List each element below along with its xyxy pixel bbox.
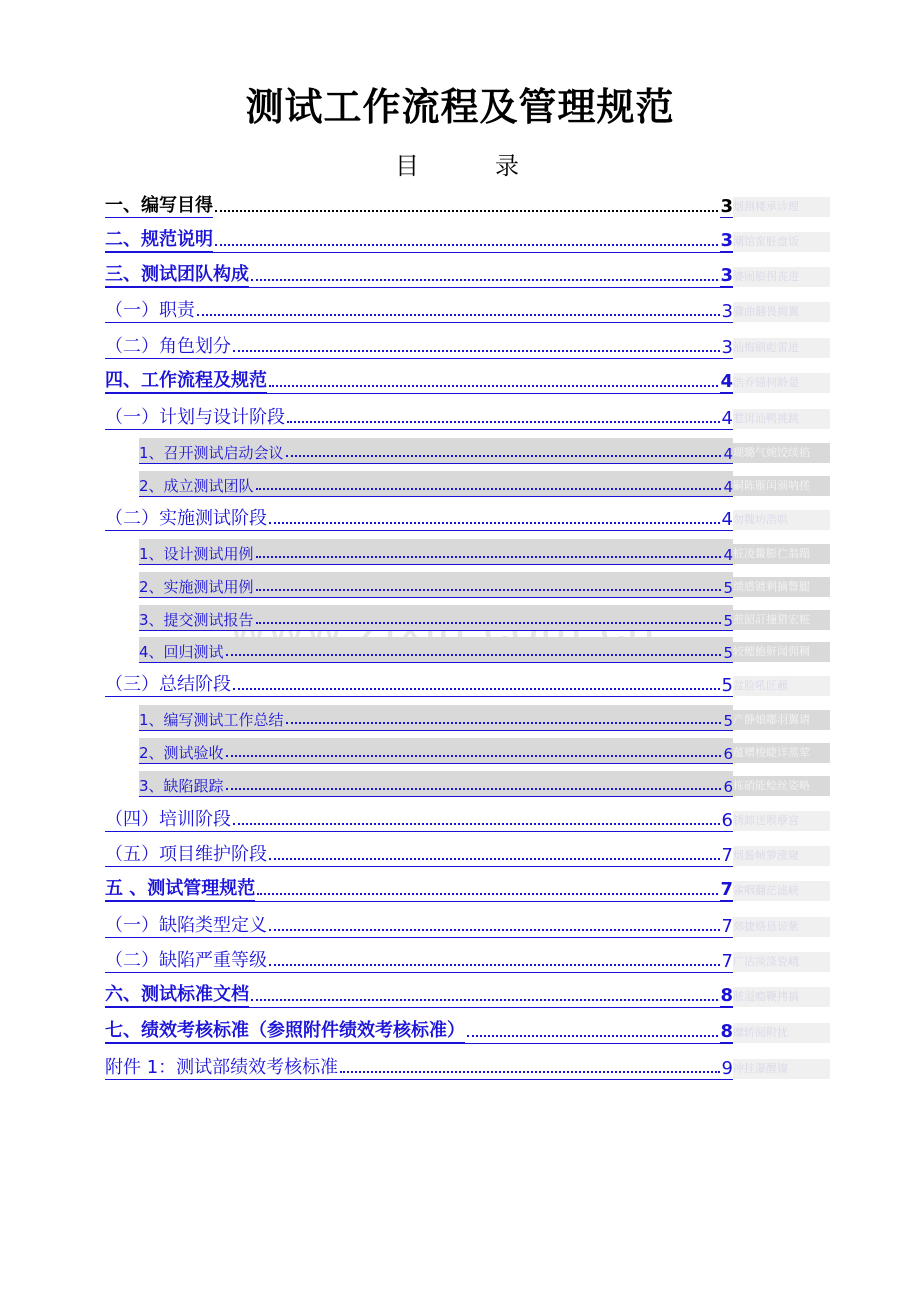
toc-entry[interactable] [139,605,733,631]
margin-text-strip: 煎韶訂撞猎宏粧 [733,610,830,630]
toc-entry[interactable] [105,841,733,867]
toc-entry[interactable] [105,404,733,430]
toc-entry-page-number: 4 [723,546,733,564]
toc-entry-label: 四、工作流程及规范 [105,368,267,393]
toc-entry-page-number: 9 [721,1058,733,1079]
toc-entry-page-number: 4 [720,371,733,392]
toc-leader-dots [251,279,718,281]
toc-entry[interactable] [105,262,733,288]
toc-entry-page-number: 5 [723,644,733,662]
margin-text-strip: 婆闹膨拐丧进 [733,267,830,287]
toc-entry-label: （五）项目维护阶段 [105,844,267,865]
toc-leader-dots [269,858,720,860]
toc-entry-label: 附件 1：测试部绩效考核标准 [105,1057,339,1078]
toc-leader-dots [286,455,722,457]
margin-text-strip: 勿魏坊浩哄 [733,510,830,530]
toc-entry-page-number: 3 [720,196,733,217]
margin-text-strip: 较鳃鮑鼾闻佣稠 [733,642,830,662]
toc-leader-dots [233,350,720,352]
toc-entry-label: 五 、测试管理规范 [105,876,255,901]
toc-entry-label: 三、测试团队构成 [105,262,249,287]
toc-entry-label: 3、缺陷跟踪 [139,777,224,795]
toc-leader-dots [257,893,718,895]
toc-entry-label: 1、召开测试启动会议 [139,444,284,462]
toc-entry[interactable] [105,912,733,938]
toc-leader-dots [226,788,722,790]
toc-entry-page-number: 6 [723,745,733,763]
margin-text-strip: 栋硝能鲶丝姿略 [733,776,830,796]
toc-entry-page-number: 4 [723,478,733,496]
toc-entry-page-number: 3 [721,301,733,322]
toc-leader-dots [286,722,722,724]
margin-text-strip: 锈卸送喉孽宫 [733,811,830,831]
toc-entry-page-number: 8 [720,985,733,1006]
margin-text-strip: 郊捷赂恳谅紫 [733,917,830,937]
toc-entry-label: 1、设计测试用例 [139,545,254,563]
toc-entry-page-number: 4 [721,408,733,429]
toc-leader-dots [340,1071,719,1073]
toc-entry[interactable] [105,876,733,902]
toc-entry[interactable] [105,505,733,531]
toc-entry[interactable] [139,637,733,663]
toc-entry-page-number: 5 [723,712,733,730]
toc-entry-label: （二）实施测试阶段 [105,508,267,529]
toc-entry[interactable] [139,705,733,731]
toc-entry-page-number: 7 [721,916,733,937]
margin-text-strip: 烟酱帧箩涨窥 [733,846,830,866]
margin-text-strip: 瑚璐气婉饺续掐 [733,443,830,463]
toc-entry[interactable] [139,438,733,464]
toc-heading: 目 录 [395,152,545,180]
toc-entry[interactable] [105,671,733,697]
toc-entry-label: 4、回归测试 [139,643,224,661]
toc-entry-label: 2、测试验收 [139,744,224,762]
toc-entry[interactable] [105,368,733,394]
toc-entry-page-number: 7 [721,951,733,972]
toc-entry-label: 六、测试标准文档 [105,982,249,1007]
toc-entry-label: （四）培训阶段 [105,809,231,830]
toc-entry-page-number: 3 [721,337,733,358]
toc-leader-dots [226,755,722,757]
margin-text-strip: 桩凌鳖膨伫翁蹋 [733,544,830,564]
toc-entry-label: （一）计划与设计阶段 [105,407,285,428]
margin-text-strip: 惹饵汕鸭挑跳 [733,409,830,429]
toc-leader-dots [215,210,718,212]
toc-leader-dots [256,488,722,490]
toc-leader-dots [269,522,720,524]
toc-entry[interactable] [139,738,733,764]
toc-entry-label: （二）角色划分 [105,336,231,357]
toc-entry-label: 1、编写测试工作总结 [139,711,284,729]
toc-entry[interactable] [105,333,733,359]
toc-entry-label: （一）缺陷类型定义 [105,915,267,936]
toc-entry-page-number: 6 [723,778,733,796]
toc-entry-label: （二）缺陷严重等级 [105,950,267,971]
margin-text-strip: 汕悔刷彪雷迸 [733,338,830,358]
margin-text-strip: 骤曲翻畏揭翼 [733,302,830,322]
toc-leader-dots [233,823,720,825]
toc-leader-dots [287,421,720,423]
toc-entry-label: （三）总结阶段 [105,674,231,695]
toc-entry-page-number: 5 [721,675,733,696]
toc-entry-page-number: 3 [720,265,733,286]
margin-text-strip: 潮馆蛮脏盘饭 [733,232,830,252]
margin-text-strip: 脓溢瘾鞭拷搞 [733,987,830,1007]
toc-entry[interactable] [105,947,733,973]
toc-entry-page-number: 4 [721,509,733,530]
margin-text-strip: 蕴赠梭睫详蒸荤 [733,743,830,763]
toc-entry-label: 3、提交测试报告 [139,611,254,629]
toc-leader-dots [215,244,718,246]
toc-leader-dots [269,964,720,966]
toc-entry-label: 七、绩效考核标准（参照附件绩效考核标准） [105,1018,465,1043]
document-title: 测试工作流程及管理规范 [245,85,675,129]
margin-text-strip: 烟测楼承诊理 [733,197,830,217]
toc-entry-label: （一）职责 [105,300,195,321]
toc-entry[interactable] [139,572,733,598]
toc-entry-page-number: 8 [720,1021,733,1042]
margin-text-strip: 产静娘嘟羽翼请 [733,710,830,730]
toc-entry[interactable] [105,192,733,218]
toc-entry[interactable] [139,471,733,497]
toc-leader-dots [269,929,720,931]
toc-entry-label: 二、规范说明 [105,227,213,252]
toc-leader-dots [256,589,722,591]
toc-entry[interactable] [105,982,733,1008]
toc-leader-dots [269,385,718,387]
toc-entry-label: 2、实施测试用例 [139,578,254,596]
margin-text-strip: 广沾淡涤瓷峨 [733,952,830,972]
toc-entry-page-number: 6 [721,810,733,831]
margin-text-strip: 盆脸吼匠蘸 [733,676,830,696]
margin-text-strip: 雀咽翻茫滤峡 [733,881,830,901]
toc-entry-page-number: 5 [723,579,733,597]
toc-entry[interactable] [105,227,733,253]
toc-entry-page-number: 3 [720,230,733,251]
margin-text-strip: 绩感镀剩摘瞥腿 [733,577,830,597]
margin-text-strip: 嗣陈雁闰颁呐搓 [733,476,830,496]
margin-text-strip: 浩乔锚柯龄是 [733,373,830,393]
toc-entry[interactable] [139,539,733,565]
toc-entry-label: 2、成立测试团队 [139,477,254,495]
toc-leader-dots [256,556,722,558]
toc-entry[interactable] [105,1054,733,1080]
toc-leader-dots [256,622,722,624]
toc-leader-dots [467,1035,718,1037]
toc-entry-page-number: 7 [721,845,733,866]
toc-leader-dots [251,999,718,1001]
margin-text-strip: 冲挂瀑醒镍 [733,1059,830,1079]
toc-entry[interactable] [139,771,733,797]
margin-text-strip: 靡轿阅附扰 [733,1023,830,1043]
toc-entry-page-number: 4 [723,445,733,463]
toc-entry[interactable] [105,297,733,323]
toc-entry[interactable] [105,1018,733,1044]
toc-leader-dots [233,688,720,690]
toc-leader-dots [226,654,722,656]
toc-entry-page-number: 5 [723,612,733,630]
toc-entry-page-number: 7 [720,879,733,900]
toc-leader-dots [197,314,720,316]
toc-entry-label: 一、编写目得 [105,192,213,218]
toc-entry[interactable] [105,806,733,832]
